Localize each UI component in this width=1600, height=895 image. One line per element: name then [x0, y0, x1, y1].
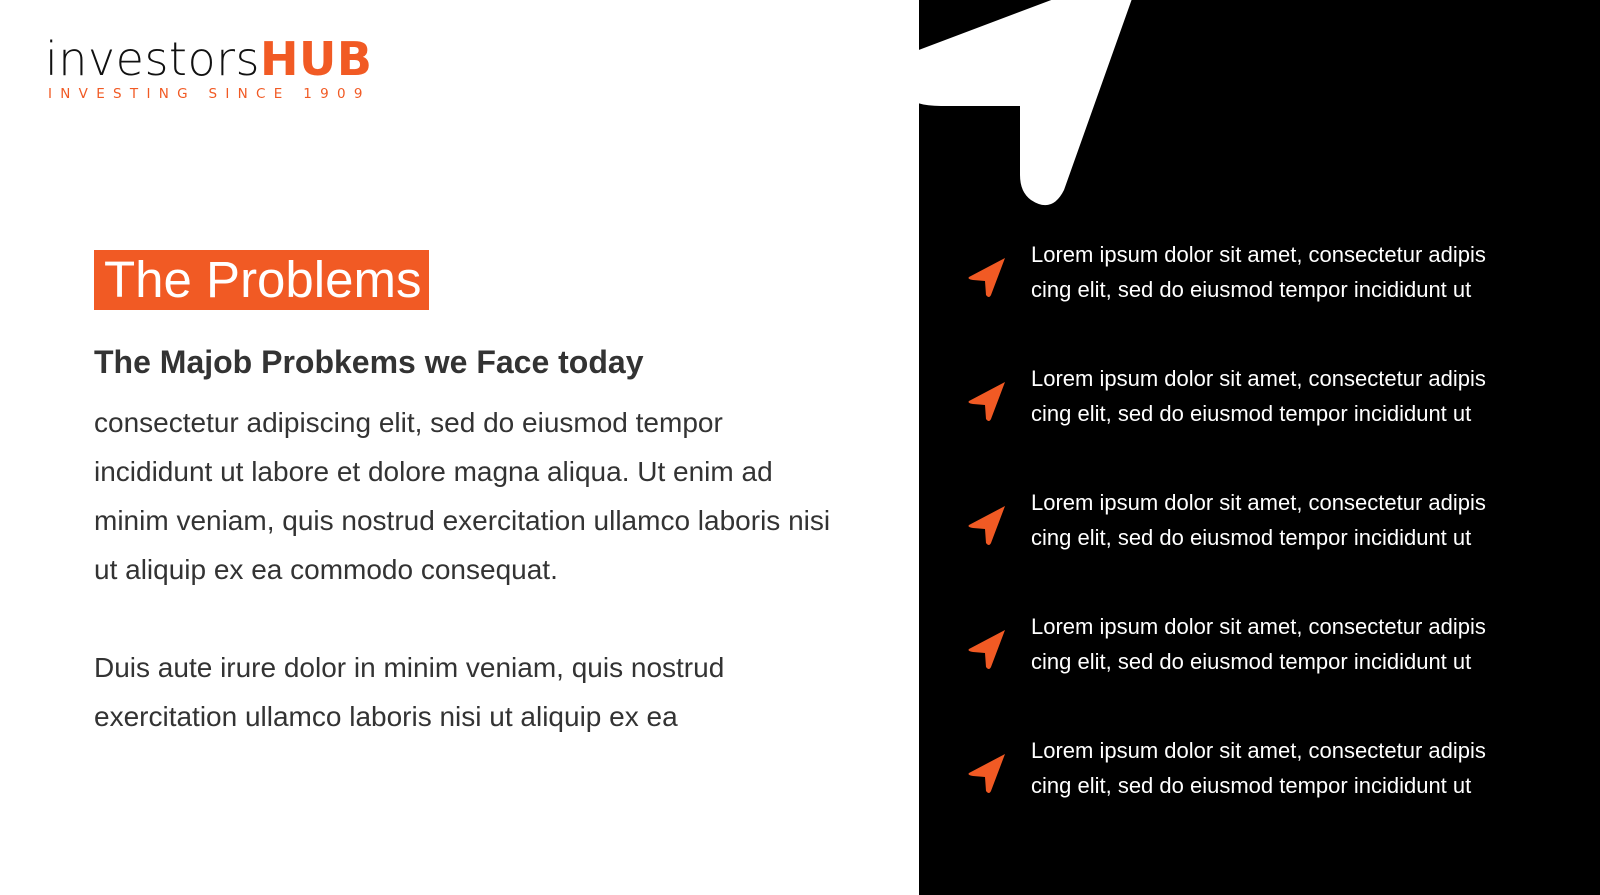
- arrow-pointer-icon: [967, 255, 1007, 299]
- list-item: [919, 733, 1600, 813]
- bullet-line: cing elit, sed do eiusmod tempor incididunt ut: [1031, 649, 1472, 674]
- bullet-line: cing elit, sed do eiusmod tempor incididunt ut: [1031, 277, 1472, 302]
- logo-wordmark: [45, 30, 385, 88]
- bullet-text: [1031, 733, 1561, 803]
- bullet-line: cing elit, sed do eiusmod tempor incididunt ut: [1031, 525, 1472, 550]
- section-title: The Problems: [94, 250, 429, 310]
- brand-logo: [45, 30, 385, 102]
- bullet-line: Lorem ipsum dolor sit amet, consectetur adipis: [1031, 614, 1486, 639]
- right-panel: [919, 0, 1600, 895]
- bullet-line: cing elit, sed do eiusmod tempor incididunt ut: [1031, 401, 1472, 426]
- arrow-pointer-icon: [967, 503, 1007, 547]
- arrow-pointer-icon: [967, 379, 1007, 423]
- bullet-line: cing elit, sed do eiusmod tempor incididunt ut: [1031, 773, 1472, 798]
- body-paragraph: Duis aute irure dolor in minim veniam, quis nostrud exercitation ullamco laboris nisi ut aliquip ex ea: [94, 652, 725, 732]
- bullet-line: Lorem ipsum dolor sit amet, consectetur adipis: [1031, 366, 1486, 391]
- body-text: [94, 398, 834, 741]
- logo-name-part1: investors: [45, 32, 260, 86]
- bullet-list: [919, 0, 1600, 895]
- bullet-line: Lorem ipsum dolor sit amet, consectetur adipis: [1031, 738, 1486, 763]
- list-item: [919, 485, 1600, 565]
- list-item: [919, 609, 1600, 689]
- body-paragraph: consectetur adipiscing elit, sed do eiusmod tempor incididunt ut labore et dolore magna aliqua. Ut enim ad minim veniam, quis nostrud exercitation ullamco laboris nisi ut aliquip ex ea commodo consequat.: [94, 407, 831, 585]
- bullet-line: Lorem ipsum dolor sit amet, consectetur adipis: [1031, 490, 1486, 515]
- logo-name-part2: HUB: [259, 32, 373, 86]
- arrow-pointer-icon: [967, 751, 1007, 795]
- list-item: [919, 237, 1600, 317]
- bullet-text: [1031, 361, 1561, 431]
- logo-tagline: INVESTING SINCE 1909: [48, 86, 371, 102]
- bullet-line: Lorem ipsum dolor sit amet, consectetur adipis: [1031, 242, 1486, 267]
- list-item: [919, 361, 1600, 441]
- bullet-text: [1031, 609, 1561, 679]
- bullet-text: [1031, 485, 1561, 555]
- bullet-text: [1031, 237, 1561, 307]
- subtitle: The Majob Probkems we Face today: [94, 344, 644, 380]
- arrow-pointer-icon: [967, 627, 1007, 671]
